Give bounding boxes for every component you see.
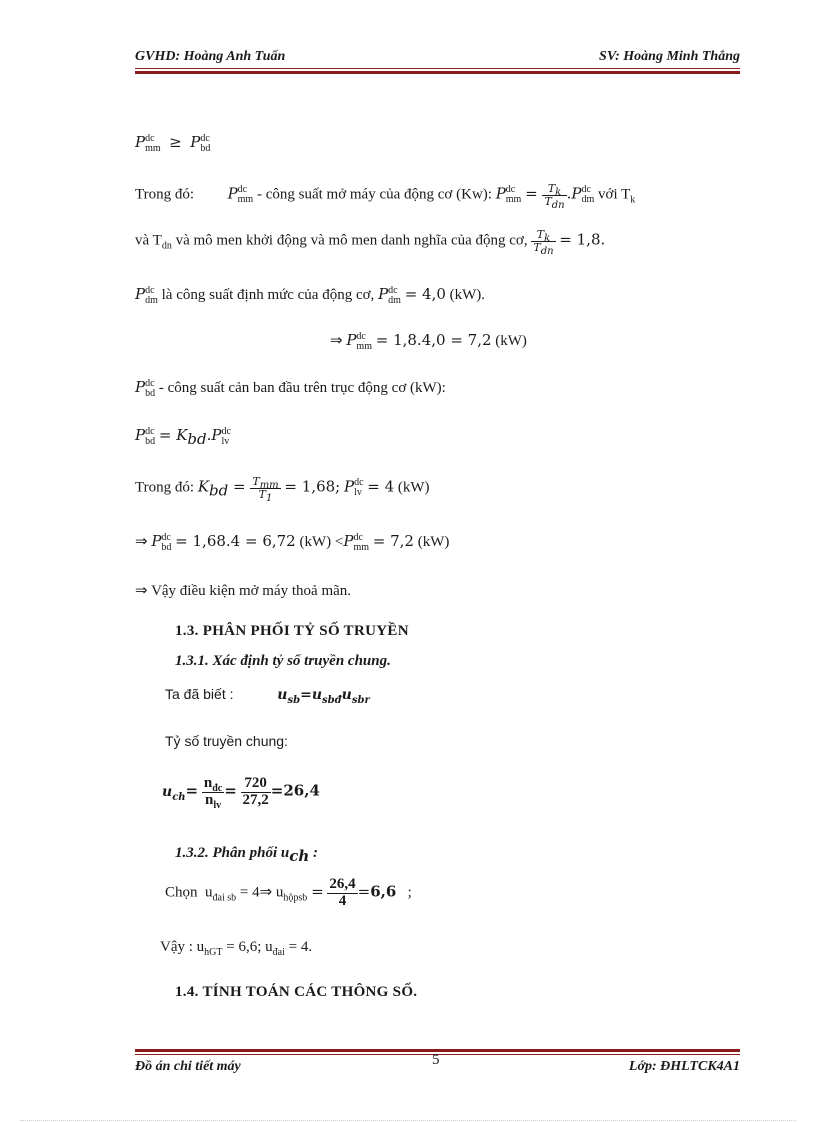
section-1-3-heading: 1.3. PHÂN PHỐI TỶ SỐ TRUYỀN bbox=[175, 623, 409, 639]
kbd-definition-line: Trong đó: $K_{bd}$ = $\frac{T_{mm}}{T_1}$ = 1,68; P dc lv = 4 (kW) bbox=[135, 475, 430, 504]
label-trong-do: Trong đó: bbox=[135, 186, 195, 203]
page-bottom-dotted-line bbox=[20, 1120, 796, 1121]
section-1-4-heading: 1.4. TÍNH TOÁN CÁC THÔNG SỐ. bbox=[175, 984, 418, 1000]
startup-power-result: ⇒ P dc mm = 1,8.4,0 = 7,2 (kW) bbox=[330, 330, 527, 352]
comparison-line: ⇒ P dc bd = 1,68.4 = 6,72 (kW) <P dc mm = 7,2 (kW) bbox=[135, 531, 450, 553]
section-1-3-1-heading: 1.3.1. Xác định tỷ số truyền chung. bbox=[175, 653, 391, 669]
rated-power-line: P dc dm là công suất định mức của động cơ, P dc dm = 4,0 (kW). bbox=[135, 284, 486, 306]
header-rule-thick bbox=[135, 71, 740, 74]
footer-title: Đồ án chi tiết máy bbox=[135, 1059, 241, 1074]
page-number: 5 bbox=[432, 1052, 440, 1068]
header-rule-thin bbox=[135, 68, 740, 69]
conclusion-line: ⇒ Vậy điều kiện mở máy thoả mãn. bbox=[135, 581, 352, 599]
section-1-3-2-heading: 1.3.2. Phân phối $u_{ch}$ : bbox=[175, 845, 318, 865]
header-student: SV: Hoàng Minh Thắng bbox=[599, 49, 740, 64]
known-relation-line: Ta đã biết : $u_{sb}=u_{sbđ}u_{sbr}$ bbox=[165, 686, 370, 706]
initial-resistance-line: P dc bd - công suất cản ban đầu trên trục động cơ (kW): bbox=[135, 377, 446, 399]
choose-ratio-line: Chọn $u_{đai sb}$ = 4⇒ $u_{hộpsb}$ = $\frac{26,4}{4}$ =6,6 ; bbox=[165, 876, 412, 909]
overall-ratio-formula: $u_{ch}=$ $\frac{n_{đc}}{n_{lv}}$ = $\frac{720}{27,2}$ =26,4 bbox=[162, 775, 320, 811]
summary-ratio-line: Vậy : $u_{hGT} = 6,6$; $u_{đai} = 4$. bbox=[160, 939, 313, 958]
definition-line-2: và $T_{dn}$ và mô men khởi động và mô men danh nghĩa của động cơ, $\frac{T_k}{T_{dn}}$ = 1,8. bbox=[135, 228, 606, 257]
header-instructor: GVHD: Hoàng Anh Tuấn bbox=[135, 49, 286, 64]
footer-class: Lớp: ĐHLTCK4A1 bbox=[628, 1059, 740, 1074]
implies-icon: ⇒ bbox=[135, 581, 148, 599]
overall-ratio-label: Tỷ số truyền chung: bbox=[165, 733, 288, 749]
initial-resistance-formula: P dc bd = $K_{bd}.P$ dc lv bbox=[135, 425, 231, 448]
definition-line-1: Trong đó: P dc mm - công suất mở máy của động cơ (Kw): P dc mm = $\frac{T_k}{T_{dn}}$ .P dc dm với $T_k$ bbox=[135, 182, 636, 211]
inequality-line: P dc mm ≥ P dc bd bbox=[135, 132, 211, 154]
